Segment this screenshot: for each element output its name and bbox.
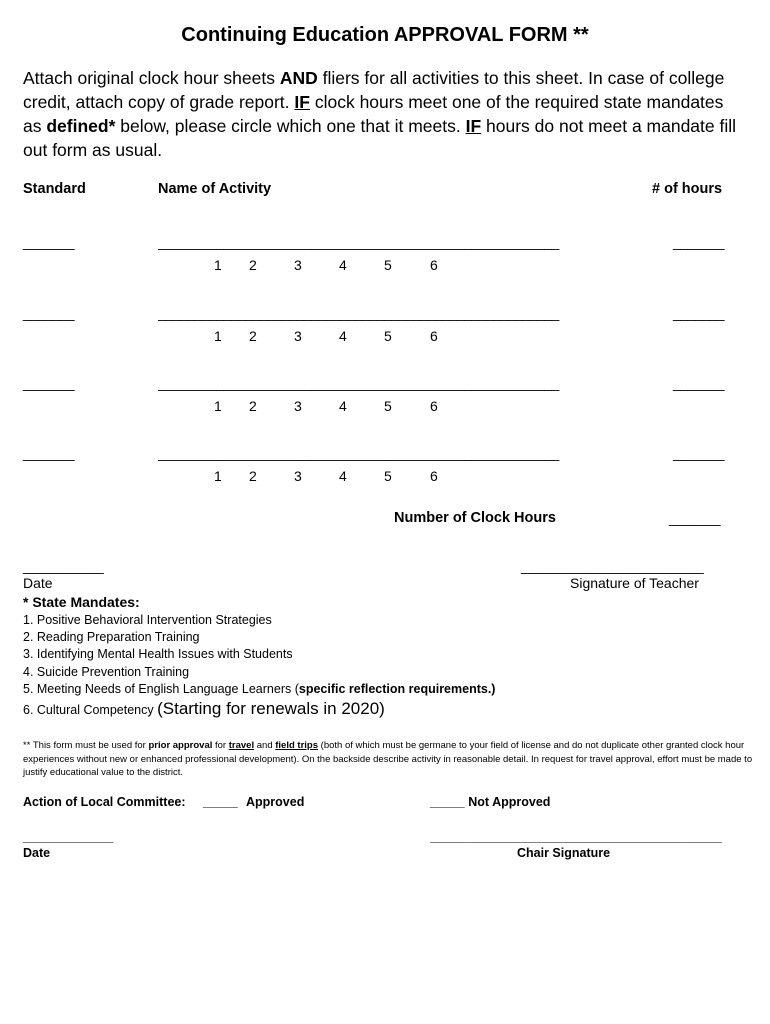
intro-line-3: as defined* below, please circle which one that it meets. IF hours do not meet a mandate fill xyxy=(23,116,737,136)
state-mandates-heading: * State Mandates: xyxy=(23,594,140,610)
mandate-choice[interactable]: 4 xyxy=(339,257,347,273)
intro-line-1: Attach original clock hour sheets AND fliers for all activities to this sheet. In case of college xyxy=(23,68,725,88)
mandate-choice[interactable]: 6 xyxy=(430,468,438,484)
mandate-choice[interactable]: 4 xyxy=(339,328,347,344)
mandate-item: 5. Meeting Needs of English Language Learners (specific reflection requirements.) xyxy=(23,681,496,696)
mandate-choice[interactable]: 1 xyxy=(214,328,222,344)
mandate-choice[interactable]: 5 xyxy=(384,328,392,344)
approval-footnote: ** This form must be used for prior approval for travel and field trips (both of which must be germane to your field of license and do not duplicate other granted clock hour experiences without new or enhanced professional development). On the backside describe activity in reasonable detail. In request for travel approval, effort must be made to justify educational value to the district. xyxy=(23,740,753,778)
total-hours-label: Number of Clock Hours xyxy=(394,510,556,526)
hours-field-4[interactable]: _______ xyxy=(673,445,725,461)
committee-date-field[interactable]: _____________ xyxy=(23,830,114,844)
mandate-choice[interactable]: 1 xyxy=(214,257,222,273)
mandate-choice[interactable]: 4 xyxy=(339,468,347,484)
mandate-choice[interactable]: 2 xyxy=(249,468,257,484)
standard-header: Standard xyxy=(23,181,86,197)
standard-field-3[interactable]: _______ xyxy=(23,375,75,391)
standard-field-2[interactable]: _______ xyxy=(23,305,75,321)
hours-header: # of hours xyxy=(652,181,723,197)
approved-label: Approved xyxy=(246,795,305,809)
date-field[interactable]: ___________ xyxy=(23,558,104,574)
intro-line-4: out form as usual. xyxy=(23,140,163,160)
mandate-choice[interactable]: 6 xyxy=(430,398,438,414)
approved-field[interactable]: _____ xyxy=(203,795,238,809)
intro-line-2: credit, attach copy of grade report. IF clock hours meet one of the required state mandates xyxy=(23,92,724,112)
mandate-item: 6. Cultural Competency (Starting for renewals in 2020) xyxy=(23,699,385,719)
mandate-choice[interactable]: 2 xyxy=(249,257,257,273)
activity-header: Name of Activity xyxy=(158,181,272,197)
mandate-item: 2. Reading Preparation Training xyxy=(23,630,200,645)
mandate-choice[interactable]: 3 xyxy=(294,328,302,344)
total-hours-field[interactable]: _______ xyxy=(669,510,721,526)
mandate-choice[interactable]: 2 xyxy=(249,398,257,414)
mandate-choice[interactable]: 3 xyxy=(294,398,302,414)
chair-signature-field[interactable]: __________________________________________ xyxy=(430,830,722,844)
mandate-choice[interactable]: 6 xyxy=(430,257,438,273)
mandate-choice[interactable]: 6 xyxy=(430,328,438,344)
state-mandates-list xyxy=(23,612,495,719)
mandate-choice[interactable]: 5 xyxy=(384,257,392,273)
not-approved-field[interactable]: _____ Not Approved xyxy=(430,795,551,809)
standard-field-4[interactable]: _______ xyxy=(23,445,75,461)
mandate-choice[interactable]: 1 xyxy=(214,398,222,414)
mandate-choice[interactable]: 4 xyxy=(339,398,347,414)
hours-field-1[interactable]: _______ xyxy=(673,234,725,250)
mandate-item: 4. Suicide Prevention Training xyxy=(23,664,190,679)
activity-field-3[interactable]: _______________________________________________________ xyxy=(158,375,559,391)
hours-field-2[interactable]: _______ xyxy=(673,305,725,321)
hours-field-3[interactable]: _______ xyxy=(673,375,725,391)
committee-date-label: Date xyxy=(23,846,51,860)
chair-signature-label: Chair Signature xyxy=(517,846,611,860)
activity-field-4[interactable]: _______________________________________________________ xyxy=(158,445,559,461)
teacher-signature-field[interactable]: _________________________ xyxy=(521,558,704,574)
mandate-item: 1. Positive Behavioral Intervention Strategies xyxy=(23,613,272,627)
mandate-choice[interactable]: 1 xyxy=(214,468,222,484)
standard-field-1[interactable]: _______ xyxy=(23,234,75,250)
teacher-signature-label: Signature of Teacher xyxy=(570,575,699,591)
mandate-choice[interactable]: 3 xyxy=(294,257,302,273)
activity-field-2[interactable]: _______________________________________________________ xyxy=(158,305,559,321)
mandate-item: 3. Identifying Mental Health Issues with Students xyxy=(23,647,293,662)
mandate-choice[interactable]: 3 xyxy=(294,468,302,484)
committee-label: Action of Local Committee: xyxy=(23,795,186,809)
date-label: Date xyxy=(23,575,53,591)
mandate-choice[interactable]: 5 xyxy=(384,468,392,484)
mandate-choice[interactable]: 2 xyxy=(249,328,257,344)
instructions-paragraph xyxy=(23,66,758,162)
form-title: Continuing Education APPROVAL FORM ** xyxy=(181,24,589,46)
activity-field-1[interactable]: _______________________________________________________ xyxy=(158,234,559,250)
mandate-choice[interactable]: 5 xyxy=(384,398,392,414)
